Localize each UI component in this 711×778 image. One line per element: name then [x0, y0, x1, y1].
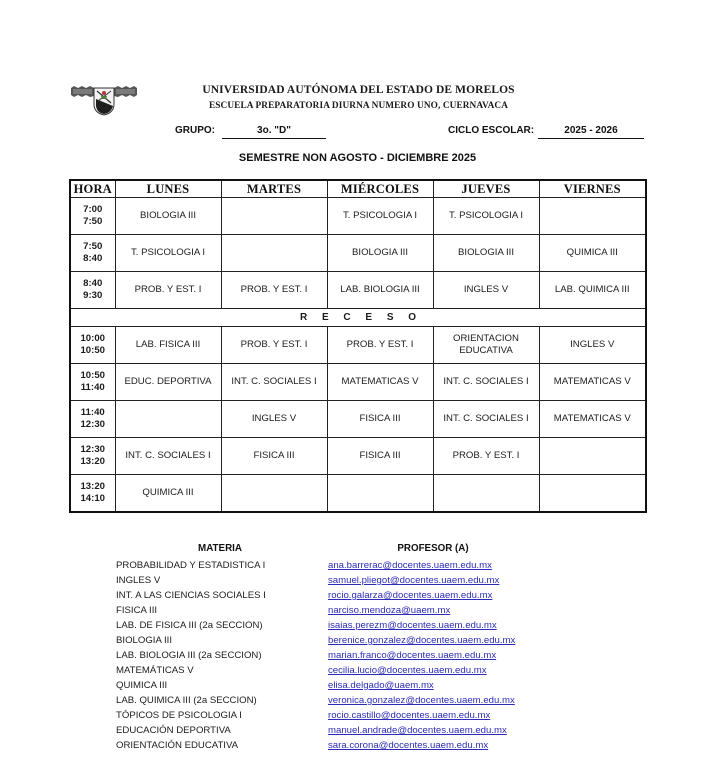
- class-cell-monday: PROB. Y EST. I: [115, 272, 221, 309]
- class-cell-friday: MATEMATICAS V: [539, 364, 646, 401]
- teacher-email-item: [328, 663, 515, 678]
- group-value: 3o. "D": [222, 124, 326, 139]
- class-cell-wednesday: FISICA III: [327, 438, 433, 475]
- class-cell-wednesday: MATEMATICAS V: [327, 364, 433, 401]
- class-cell-friday: QUIMICA III: [539, 235, 646, 272]
- class-cell-monday: BIOLOGIA III: [115, 198, 221, 235]
- teacher-email-link[interactable]: elisa.delgado@uaem.mx: [328, 680, 434, 691]
- teacher-email-link[interactable]: marian.franco@docentes.uaem.edu.mx: [328, 650, 497, 661]
- teacher-email-link[interactable]: rocio.galarza@docentes.uaem.edu.mx: [328, 590, 493, 601]
- class-cell-thursday: ORIENTACION EDUCATIVA: [433, 327, 539, 364]
- teacher-email-item: [328, 633, 515, 648]
- class-cell-thursday: BIOLOGIA III: [433, 235, 539, 272]
- class-cell-thursday: INT. C. SOCIALES I: [433, 401, 539, 438]
- schedule-row: [70, 475, 646, 513]
- class-cell-tuesday: [221, 235, 327, 272]
- class-cell-friday: INGLES V: [539, 327, 646, 364]
- teacher-email-link[interactable]: cecilia.lucio@docentes.uaem.edu.mx: [328, 665, 487, 676]
- teacher-email-link[interactable]: rocio.castillo@docentes.uaem.edu.mx: [328, 710, 491, 721]
- cycle-label: CICLO ESCOLAR:: [448, 125, 535, 136]
- time-start: 13:20: [80, 481, 106, 492]
- subject-column-header: MATERIA: [198, 543, 242, 554]
- semester-title: SEMESTRE NON AGOSTO - DICIEMBRE 2025: [238, 152, 477, 164]
- teacher-email-link[interactable]: sara.corona@docentes.uaem.edu.mx: [328, 740, 489, 751]
- class-cell-thursday: [433, 475, 539, 513]
- column-header-tuesday: MARTES: [221, 180, 327, 198]
- class-cell-tuesday: INGLES V: [221, 401, 327, 438]
- class-cell-monday: [115, 401, 221, 438]
- schedule-table: [69, 179, 647, 513]
- class-cell-thursday: T. PSICOLOGIA I: [433, 198, 539, 235]
- class-cell-wednesday: LAB. BIOLOGIA III: [327, 272, 433, 309]
- class-cell-monday: INT. C. SOCIALES I: [115, 438, 221, 475]
- time-end: 8:40: [83, 253, 103, 264]
- class-cell-thursday: INGLES V: [433, 272, 539, 309]
- subject-item: TÓPICOS DE PSICOLOGIA I: [116, 710, 242, 721]
- teacher-email-item: [328, 648, 515, 663]
- subject-item: INGLES V: [116, 575, 161, 586]
- time-slot: [70, 198, 115, 235]
- subject-item: LAB. BIOLOGIA III (2a SECCION): [116, 650, 262, 661]
- time-end: 14:10: [80, 493, 106, 504]
- time-slot: [70, 272, 115, 309]
- time-start: 10:50: [80, 370, 106, 381]
- schedule-row: [70, 327, 646, 364]
- class-cell-monday: EDUC. DEPORTIVA: [115, 364, 221, 401]
- class-cell-tuesday: INT. C. SOCIALES I: [221, 364, 327, 401]
- time-end: 13:20: [80, 456, 106, 467]
- teacher-email-item: [328, 723, 515, 738]
- teacher-email-link[interactable]: ana.barrerac@docentes.uaem.edu.mx: [328, 560, 492, 571]
- recess-label: R E C E S O: [70, 309, 646, 327]
- subject-item: ORIENTACIÓN EDUCATIVA: [116, 740, 239, 751]
- teacher-column-header: PROFESOR (A): [397, 543, 469, 554]
- teacher-email-item: [328, 618, 515, 633]
- time-start: 10:00: [80, 333, 106, 344]
- class-cell-monday: T. PSICOLOGIA I: [115, 235, 221, 272]
- time-end: 11:40: [80, 382, 105, 393]
- time-slot: [70, 327, 115, 364]
- time-start: 12:30: [80, 444, 106, 455]
- teacher-email-link[interactable]: berenice.gonzalez@docentes.uaem.edu.mx: [328, 635, 516, 646]
- schedule-header-row: [70, 180, 646, 198]
- subject-item: FISICA III: [116, 605, 158, 616]
- group-label: GRUPO:: [175, 125, 215, 136]
- class-cell-thursday: PROB. Y EST. I: [433, 438, 539, 475]
- schedule-row: [70, 198, 646, 235]
- schedule-row: [70, 272, 646, 309]
- time-start: 7:00: [83, 204, 103, 215]
- time-end: 12:30: [80, 419, 106, 430]
- schedule-body: [70, 198, 646, 513]
- column-header-friday: VIERNES: [539, 180, 646, 198]
- class-cell-wednesday: PROB. Y EST. I: [327, 327, 433, 364]
- class-cell-wednesday: BIOLOGIA III: [327, 235, 433, 272]
- teacher-email-item: [328, 558, 515, 573]
- class-cell-wednesday: FISICA III: [327, 401, 433, 438]
- subject-item: EDUCACIÓN DEPORTIVA: [116, 725, 231, 736]
- class-cell-tuesday: [221, 198, 327, 235]
- subject-item: LAB. QUIMICA III (2a SECCION): [116, 695, 257, 706]
- class-cell-tuesday: PROB. Y EST. I: [221, 272, 327, 309]
- subject-item: MATEMÁTICAS V: [116, 665, 194, 676]
- class-cell-tuesday: FISICA III: [221, 438, 327, 475]
- class-cell-friday: [539, 198, 646, 235]
- teacher-email-link[interactable]: narciso.mendoza@uaem.mx: [328, 605, 451, 616]
- class-cell-monday: QUIMICA III: [115, 475, 221, 513]
- subject-item: QUIMICA III: [116, 680, 168, 691]
- class-cell-friday: [539, 475, 646, 513]
- schedule-row: [70, 235, 646, 272]
- university-title: UNIVERSIDAD AUTÓNOMA DEL ESTADO DE MORELOS: [202, 84, 515, 96]
- class-cell-tuesday: [221, 475, 327, 513]
- teacher-email-item: [328, 588, 515, 603]
- column-header-monday: LUNES: [115, 180, 221, 198]
- cycle-value: 2025 - 2026: [538, 124, 644, 139]
- time-end: 7:50: [83, 216, 103, 227]
- class-cell-friday: [539, 438, 646, 475]
- class-cell-tuesday: PROB. Y EST. I: [221, 327, 327, 364]
- time-slot: [70, 364, 115, 401]
- time-slot: [70, 438, 115, 475]
- time-end: 9:30: [83, 290, 103, 301]
- subject-item: LAB. DE FISICA III (2a SECCION): [116, 620, 263, 631]
- class-cell-wednesday: T. PSICOLOGIA I: [327, 198, 433, 235]
- class-cell-thursday: INT. C. SOCIALES I: [433, 364, 539, 401]
- subject-item: PROBABILIDAD Y ESTADISTICA I: [116, 560, 266, 571]
- class-cell-friday: MATEMATICAS V: [539, 401, 646, 438]
- class-cell-monday: LAB. FISICA III: [115, 327, 221, 364]
- class-cell-wednesday: [327, 475, 433, 513]
- time-slot: [70, 475, 115, 513]
- column-header-thursday: JUEVES: [433, 180, 539, 198]
- time-slot: [70, 401, 115, 438]
- time-start: 7:50: [83, 241, 103, 252]
- class-cell-friday: LAB. QUIMICA III: [539, 272, 646, 309]
- recess-row: [70, 309, 646, 327]
- schedule-row: [70, 438, 646, 475]
- subject-item: BIOLOGIA III: [116, 635, 172, 646]
- teacher-email-item: [328, 573, 515, 588]
- teacher-email-item: [328, 678, 515, 693]
- teacher-email-link[interactable]: veronica.gonzalez@docentes.uaem.edu.mx: [328, 695, 515, 706]
- school-title: ESCUELA PREPARATORIA DIURNA NUMERO UNO, CUERNAVACA: [208, 101, 509, 111]
- teacher-email-item: [328, 738, 515, 753]
- teacher-email-item: [328, 708, 515, 723]
- teacher-email-item: [328, 693, 515, 708]
- teacher-email-link[interactable]: manuel.andrade@docentes.uaem.edu.mx: [328, 725, 507, 736]
- teacher-email-link[interactable]: samuel.pliegot@docentes.uaem.edu.mx: [328, 575, 500, 586]
- time-end: 10:50: [80, 345, 106, 356]
- schedule-row: [70, 364, 646, 401]
- schedule-row: [70, 401, 646, 438]
- column-header-wednesday: MIÉRCOLES: [327, 180, 433, 198]
- column-header-hour: HORA: [70, 180, 115, 198]
- teacher-email-link[interactable]: isaias.perezm@docentes.uaem.edu.mx: [328, 620, 497, 631]
- subject-item: INT. A LAS CIENCIAS SOCIALES I: [116, 590, 266, 601]
- time-slot: [70, 235, 115, 272]
- time-start: 11:40: [80, 407, 105, 418]
- teacher-email-item: [328, 603, 515, 618]
- time-start: 8:40: [83, 278, 103, 289]
- teacher-email-list: [328, 558, 515, 753]
- subject-list: [116, 558, 266, 753]
